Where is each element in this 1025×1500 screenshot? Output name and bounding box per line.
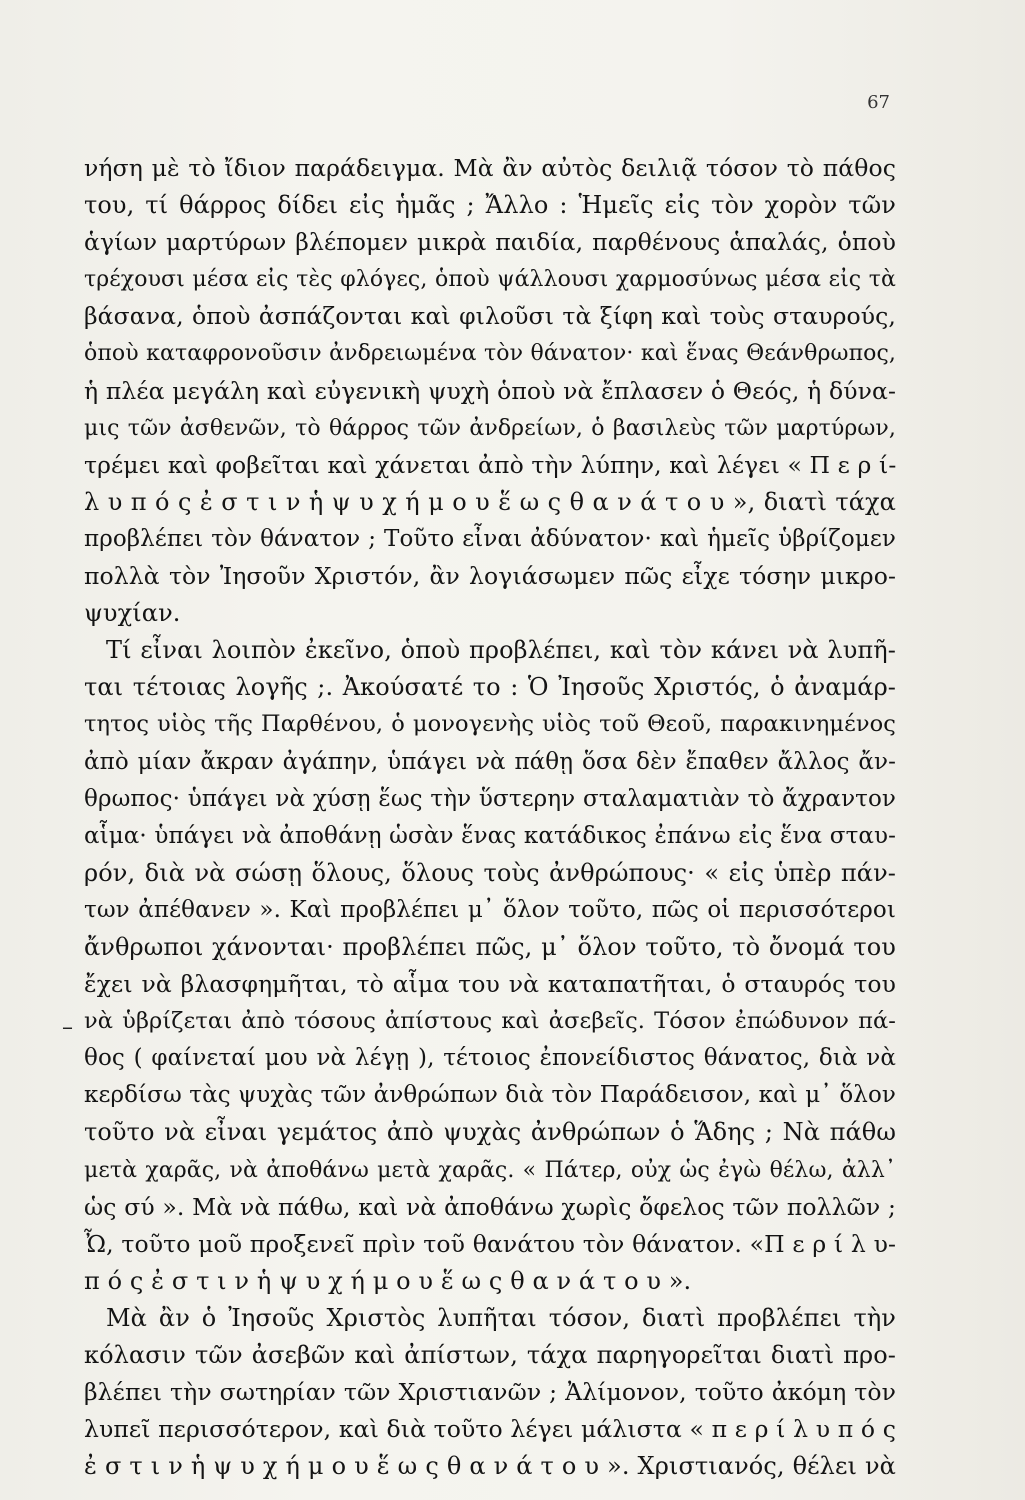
text-line: λ υ π ό ς ἐ σ τ ι ν ἡ ψ υ χ ή μ ο υ ἕ ω ς θ α ν ά τ ο υ », διατὶ τάχα [84,487,896,516]
text-line: Μὰ ἂν ὁ Ἰησοῦς Χριστὸς λυπῆται τόσον, διατὶ προβλέπει τὴν [106,1303,896,1332]
text-line: βλέπει τὴν σωτηρίαν τῶν Χριστιανῶν ; Ἀλίμονον, τοῦτο ἀκόμη τὸν [84,1378,896,1407]
text-line: κόλασιν τῶν ἀσεβῶν καὶ ἀπίστων, τάχα παρηγορεῖται διατὶ προ- [84,1341,896,1369]
text-line: τρέχουσι μέσα εἰς τὲς φλόγες, ὁποὺ ψάλλουσι χαρμοσύνως μέσα εἰς τὰ [84,267,896,293]
text-line: μις τῶν ἀσθενῶν, τὸ θάρρος τῶν ἀνδρείων, ὁ βασιλεὺς τῶν μαρτύρων, [84,415,896,441]
text-line: των ἀπέθανεν ». Καὶ προβλέπει μ᾽ ὅλον τοῦτο, πῶς οἱ περισσότεροι [84,896,896,923]
text-line: Τί εἶναι λοιπὸν ἐκεῖνο, ὁποὺ προβλέπει, καὶ τὸν κάνει νὰ λυπῆ- [106,636,896,665]
text-line: μετὰ χαρᾶς, νὰ ἀποθάνω μετὰ χαρᾶς. « Πάτερ, οὐχ ὡς ἐγὼ θέλω, ἀλλ᾽ [84,1157,896,1183]
text-line: ἁγίων μαρτύρων βλέπομεν μικρὰ παιδία, παρθένους ἁπαλάς, ὁποὺ [84,228,896,257]
text-line: τητος υἱὸς τῆς Παρθένου, ὁ μονογενὴς υἱὸς τοῦ Θεοῦ, παρακινημένος [84,711,896,738]
paragraph-3 [84,1300,896,1485]
text-line: ψυχίαν. [84,599,181,628]
text-line: τοῦτο νὰ εἶναι γεμάτος ἀπὸ ψυχὰς ἀνθρώπων ὁ Ἅδης ; Νὰ πάθω [84,1118,896,1147]
text-line: ἔχει νὰ βλασφημῆται, τὸ αἷμα του νὰ καταπατῆται, ὁ σταυρός του [84,970,896,999]
text-line: ρόν, διὰ νὰ σώσῃ ὅλους, ὅλους τοὺς ἀνθρώπους· « εἰς ὑπὲρ πάν- [84,858,896,887]
paragraph-1 [84,150,896,632]
text-line: ὁποὺ καταφρονοῦσιν ἀνδρειωμένα τὸν θάνατον· καὶ ἕνας Θεάνθρωπος, [84,341,896,367]
text-line: τρέμει καὶ φοβεῖται καὶ χάνεται ἀπὸ τὴν λύπην, καὶ λέγει « Π ε ρ ί- [84,450,897,479]
page-number: 67 [867,92,890,113]
text-line: λυπεῖ περισσότερον, καὶ διὰ τοῦτο λέγει μάλιστα « π ε ρ ί λ υ π ό ς [84,1415,896,1444]
text-line: βάσανα, ὁποὺ ἀσπάζονται καὶ φιλοῦσι τὰ ξίφη καὶ τοὺς σταυρούς, [84,302,896,331]
text-line: πολλὰ τὸν Ἰησοῦν Χριστόν, ἂν λογιάσωμεν πῶς εἶχε τόσην μικρο- [84,562,896,591]
text-line: προβλέπει τὸν θάνατον ; Τοῦτο εἶναι ἀδύνατον· καὶ ἡμεῖς ὑβρίζομεν [84,525,896,552]
text-line: ἐ σ τ ι ν ἡ ψ υ χ ή μ ο υ ἕ ω ς θ α ν ά τ ο υ ». Χριστιανός, θέλει νὰ [84,1452,896,1481]
text-line: ὡς σύ ». Μὰ νὰ πάθω, καὶ νὰ ἀποθάνω χωρὶς ὄφελος τῶν πολλῶν ; [84,1192,896,1221]
text-line: αἷμα· ὑπάγει νὰ ἀποθάνῃ ὡσὰν ἕνας κατάδικος ἐπάνω εἰς ἕνα σταυ- [84,822,896,849]
text-line: κερδίσω τὰς ψυχὰς τῶν ἀνθρώπων διὰ τὸν Παράδεισον, καὶ μ᾽ ὅλον [84,1082,896,1109]
text-line: του, τί θάρρος δίδει εἰς ἡμᾶς ; Ἄλλο : Ἡμεῖς εἰς τὸν χορὸν τῶν [84,191,896,220]
margin-mark: – [62,1015,73,1040]
text-line: π ό ς ἐ σ τ ι ν ἡ ψ υ χ ή μ ο υ ἕ ω ς θ α ν ά τ ο υ ». [84,1266,692,1295]
text-line: νήση μὲ τὸ ἴδιον παράδειγμα. Μὰ ἂν αὐτὸς δειλιᾷ τόσον τὸ πάθος [84,154,896,182]
text-line: νὰ ὑβρίζεται ἀπὸ τόσους ἀπίστους καὶ ἀσεβεῖς. Τόσον ἐπώδυνον πά- [84,1008,896,1035]
text-line: θος ( φαίνεταί μου νὰ λέγῃ ), τέτοιος ἐπονείδιστος θάνατος, διὰ νὰ [84,1045,896,1072]
text-line: ἄνθρωποι χάνονται· προβλέπει πῶς, μ᾽ ὅλον τοῦτο, τὸ ὄνομά του [84,932,896,961]
text-line: ται τέτοιας λογῆς ;. Ἀκούσατέ το : Ὁ Ἰησοῦς Χριστός, ὁ ἀναμάρ- [84,673,896,702]
body-text [84,150,896,1485]
text-line: ἀπὸ μίαν ἄκραν ἀγάπην, ὑπάγει νὰ πάθῃ ὅσα δὲν ἔπαθεν ἄλλος ἄν- [84,748,896,775]
text-line: θρωπος· ὑπάγει νὰ χύσῃ ἕως τὴν ὕστερην σταλαματιὰν τὸ ἄχραντον [84,785,896,812]
text-line: ἡ πλέα μεγάλη καὶ εὐγενικὴ ψυχὴ ὁποὺ νὰ ἔπλασεν ὁ Θεός, ἡ δύνα- [84,376,896,405]
text-line: Ὦ, τοῦτο μοῦ προξενεῖ πρὶν τοῦ θανάτου τὸν θάνατον. «Π ε ρ ί λ υ- [84,1229,896,1258]
paragraph-2 [84,632,896,1300]
